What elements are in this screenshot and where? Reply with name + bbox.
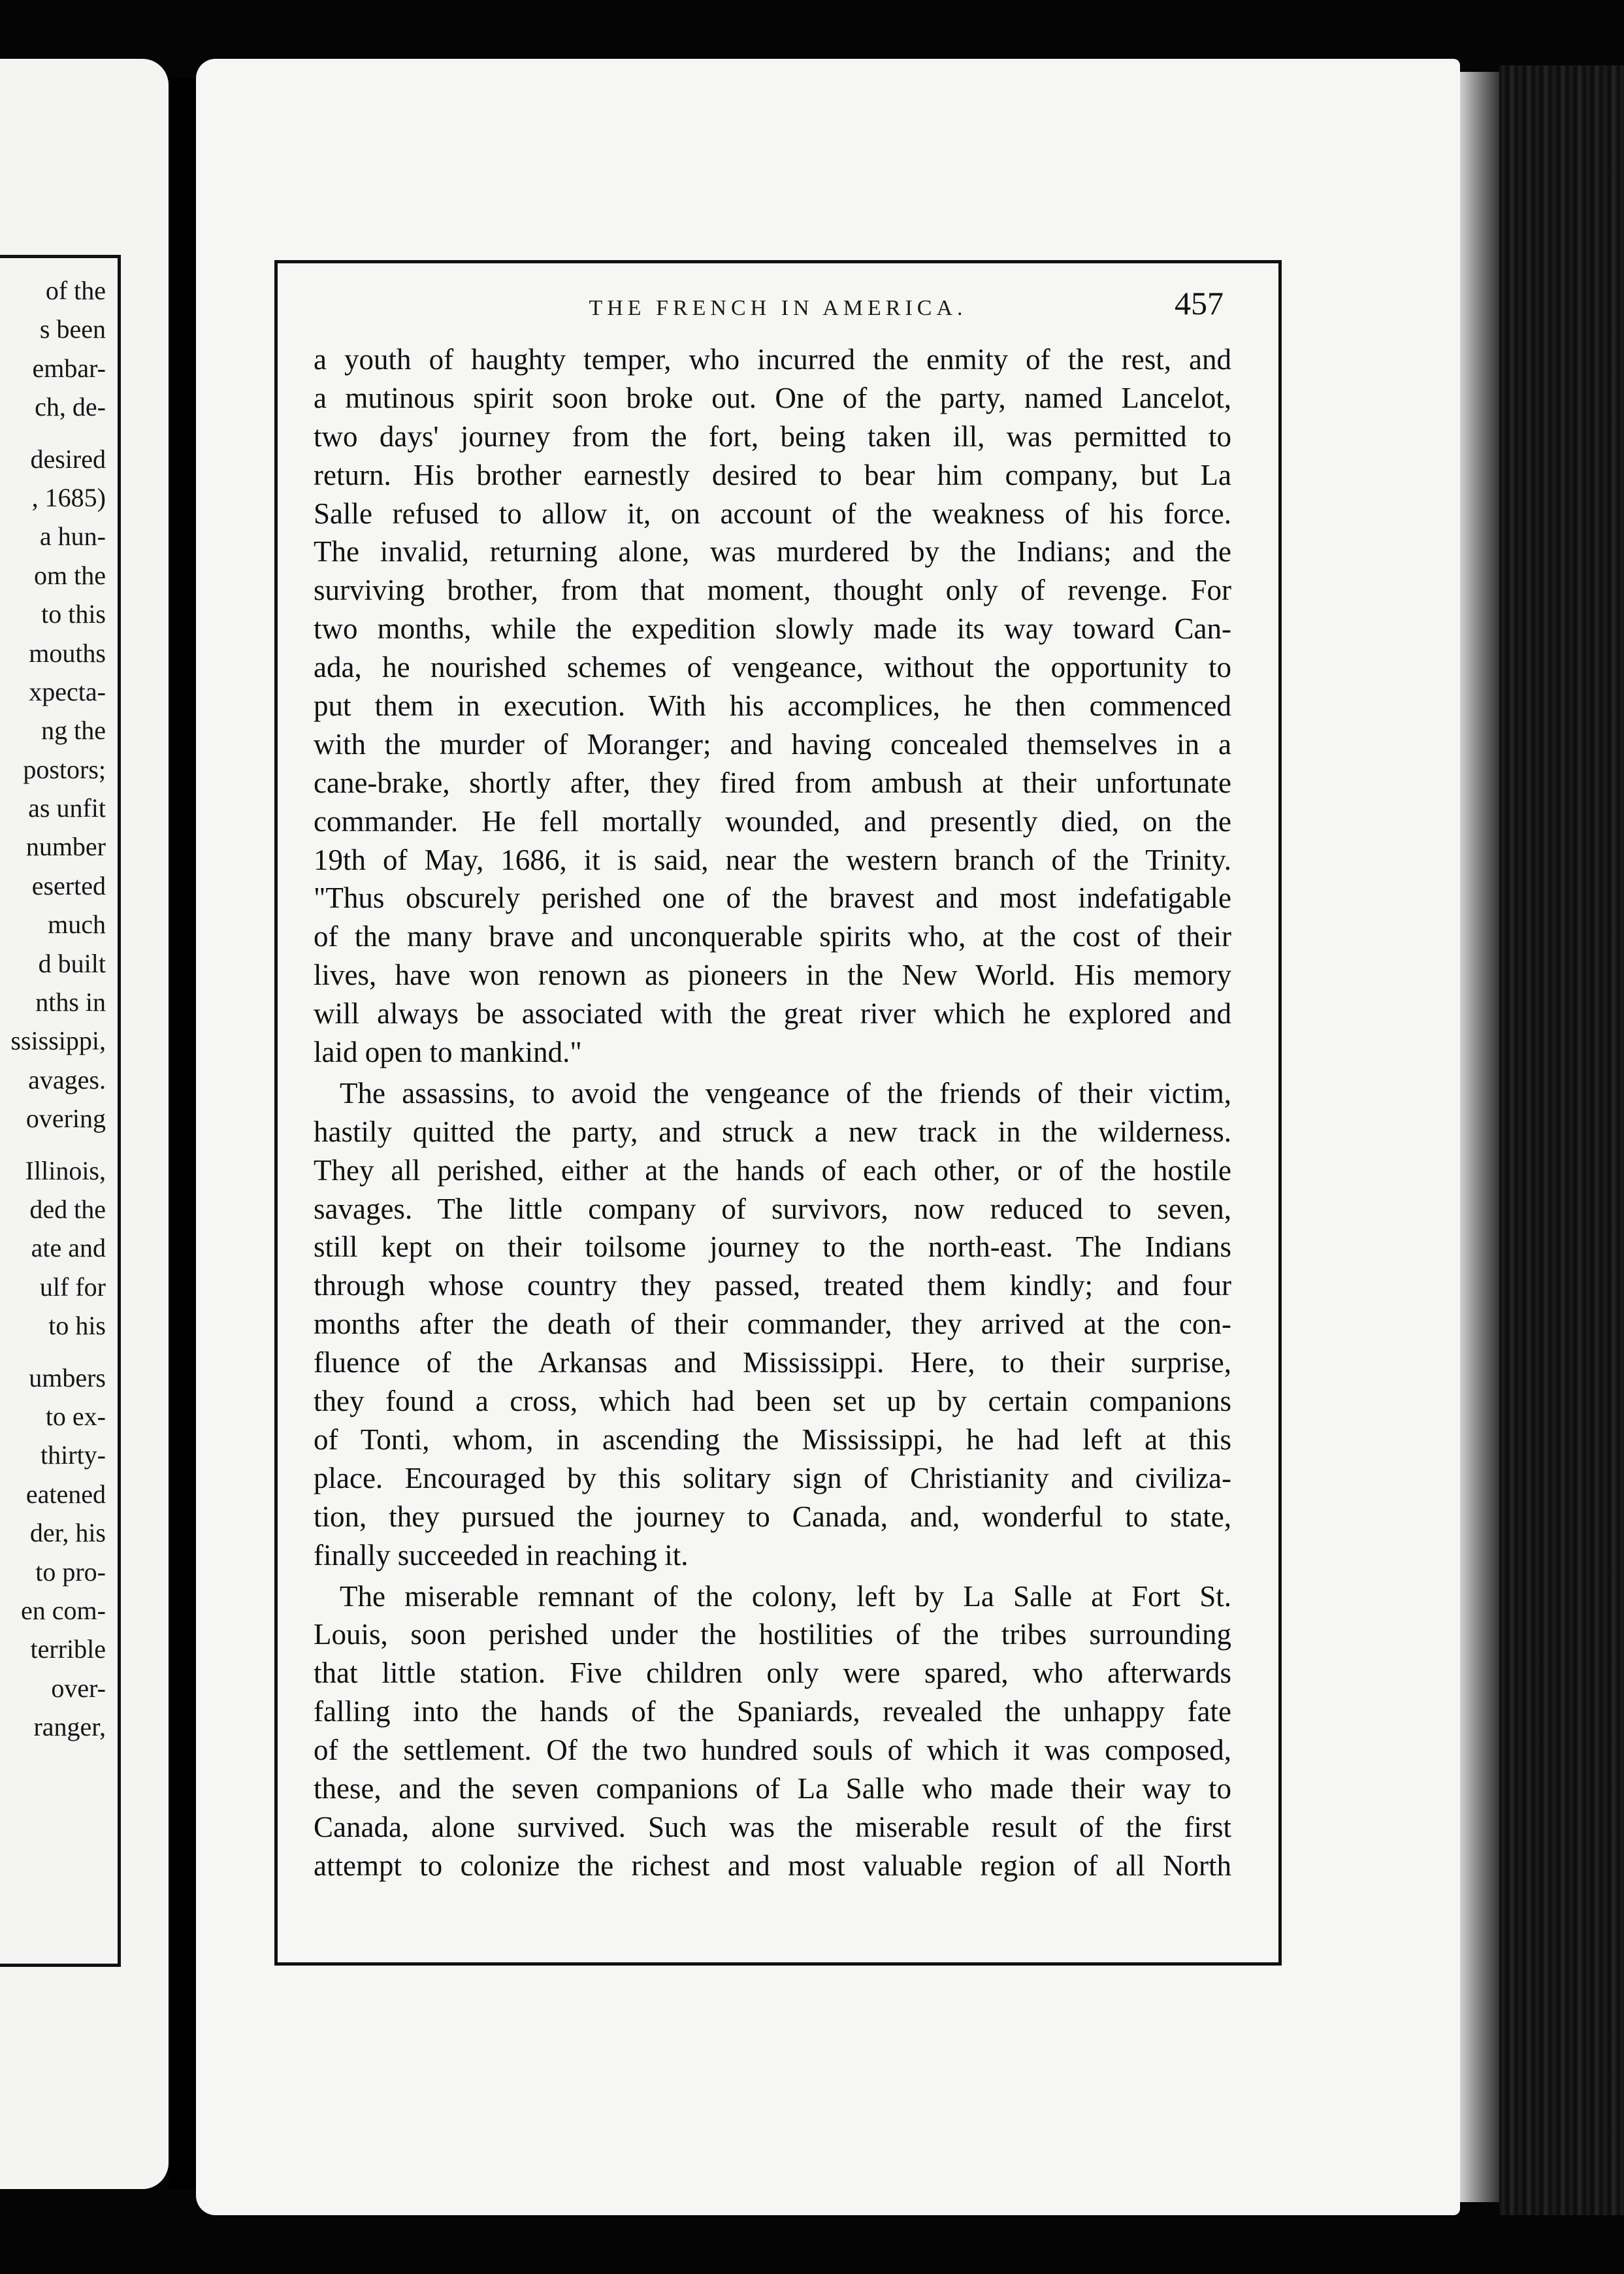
text-line: two days' journey from the fort, being taken ill, was permitted to (314, 420, 1231, 453)
facing-page-line: much (48, 910, 106, 940)
text-line: months after the death of their commander, they arrived at the con- (314, 1308, 1231, 1341)
text-line: laid open to mankind." (314, 1036, 582, 1069)
facing-page-frame (0, 255, 121, 1967)
facing-page-line: ate and (31, 1233, 106, 1263)
facing-page-line: over- (51, 1673, 106, 1703)
book-cover-edge (1499, 65, 1624, 2215)
text-line: Canada, alone survived. Such was the miserable result of the first (314, 1810, 1231, 1843)
text-line: they found a cross, which had been set up by certain companions (314, 1385, 1231, 1418)
facing-page-line: a hun- (39, 521, 106, 552)
facing-page-line: ded the (29, 1194, 106, 1224)
text-line: that little station. Five children only were spared, who afterwards (314, 1656, 1231, 1690)
facing-page-line: umbers (29, 1362, 106, 1392)
body-text (314, 340, 1231, 1885)
facing-page-line: postors; (23, 754, 106, 784)
text-line: will always be associated with the great river which he explored and (314, 997, 1231, 1030)
facing-page-line: to ex- (45, 1401, 106, 1431)
page-edge (1460, 72, 1499, 2202)
facing-page-line: nths in (35, 987, 106, 1017)
text-line: two months, while the expedition slowly made its way toward Can- (314, 612, 1231, 646)
facing-page-line: ng the (41, 716, 106, 746)
text-line: The miserable remnant of the colony, left by La Salle at Fort St. (340, 1579, 1231, 1613)
text-line: still kept on their toilsome journey to the north-east. The Indians (314, 1230, 1231, 1264)
text-line: a youth of haughty temper, who incurred the enmity of the rest, and (314, 343, 1231, 376)
facing-page-line: mouths (29, 638, 106, 668)
text-line: place. Encouraged by this solitary sign of Christianity and civiliza- (314, 1461, 1231, 1494)
facing-page-line: to his (48, 1311, 106, 1341)
facing-page-line: Illinois, (25, 1155, 106, 1185)
facing-page-line: embar- (32, 353, 106, 383)
facing-page-line: d built (38, 948, 106, 978)
facing-page-line: eatened (25, 1479, 106, 1509)
facing-page-text (0, 271, 110, 1746)
facing-page-line: s been (39, 314, 106, 344)
text-line: fluence of the Arkansas and Mississippi. Here, to their surprise, (314, 1346, 1231, 1379)
text-line: of Tonti, whom, in ascending the Mississippi, he had left at this (314, 1423, 1231, 1456)
text-line: Louis, soon perished under the hostilities of the tribes surrounding (314, 1618, 1231, 1651)
paragraph (314, 1577, 1231, 1885)
text-line: attempt to colonize the richest and most valuable region of all North (314, 1849, 1231, 1882)
text-line: through whose country they passed, treated them kindly; and four (314, 1269, 1231, 1302)
text-line: The invalid, returning alone, was murdered by the Indians; and the (314, 535, 1231, 568)
text-line: finally succeeded in reaching it. (314, 1538, 689, 1572)
facing-page-line: thirty- (41, 1440, 106, 1470)
running-head: THE FRENCH IN AMERICA. (589, 296, 967, 320)
text-line: a mutinous spirit soon broke out. One of the party, named Lancelot, (314, 381, 1231, 414)
text-line: 19th of May, 1686, it is said, near the western branch of the Trinity. (314, 843, 1231, 876)
facing-page-line: ulf for (39, 1272, 106, 1302)
facing-page-line: to pro- (35, 1557, 106, 1587)
facing-page-line: as unfit (28, 793, 106, 823)
text-line: falling into the hands of the Spaniards, revealed the unhappy fate (314, 1695, 1231, 1728)
facing-page-line: overing (25, 1104, 106, 1134)
text-line: commander. He fell mortally wounded, and presently died, on the (314, 804, 1231, 838)
text-line: hastily quitted the party, and struck a new track in the wilderness. (314, 1115, 1231, 1148)
facing-page-line: desired (30, 444, 106, 474)
text-line: Salle refused to allow it, on account of the weakness of his force. (314, 497, 1231, 530)
text-line: ada, he nourished schemes of vengeance, without the opportunity to (314, 651, 1231, 684)
facing-page-line: ssissippi, (10, 1026, 106, 1056)
facing-page-line: to this (41, 599, 106, 629)
facing-page-line: en com- (21, 1595, 106, 1625)
facing-page-line: ranger, (33, 1712, 106, 1742)
facing-page-line: xpecta- (29, 676, 106, 706)
text-line: return. His brother earnestly desired to bear him company, but La (314, 458, 1231, 491)
page-number: 457 (1175, 285, 1224, 321)
paragraph (314, 1074, 1231, 1575)
text-line: put them in execution. With his accomplices, he then commenced (314, 689, 1231, 723)
text-line: with the murder of Moranger; and having concealed themselves in a (314, 727, 1231, 761)
facing-page-line: ch, de- (35, 392, 106, 422)
paragraph (314, 340, 1231, 1072)
text-line: lives, have won renown as pioneers in the New World. His memory (314, 959, 1231, 992)
facing-page-line: of the (45, 276, 106, 305)
text-line: They all perished, either at the hands of each other, or of the hostile (314, 1153, 1231, 1187)
text-line: cane-brake, shortly after, they fired from ambush at their unfortunate (314, 766, 1231, 799)
text-line: of the settlement. Of the two hundred souls of which it was composed, (314, 1734, 1231, 1767)
facing-page-line: avages. (28, 1064, 106, 1095)
facing-page-line: , 1685) (31, 482, 106, 512)
text-line: "Thus obscurely perished one of the bravest and most indefatigable (314, 882, 1231, 915)
text-line: surviving brother, from that moment, thought only of revenge. For (314, 574, 1231, 607)
facing-page-line: terrible (30, 1634, 106, 1664)
facing-page (0, 59, 169, 2189)
text-line: The assassins, to avoid the vengeance of the friends of their victim, (340, 1076, 1231, 1110)
facing-page-line: om the (34, 560, 106, 590)
text-line: these, and the seven companions of La Salle who made their way to (314, 1771, 1231, 1805)
facing-page-line: eserted (31, 870, 106, 900)
text-frame (274, 260, 1282, 1966)
text-line: tion, they pursued the journey to Canada, and, wonderful to state, (314, 1500, 1231, 1533)
text-line: of the many brave and unconquerable spirits who, at the cost of their (314, 920, 1231, 953)
facing-page-line: number (25, 832, 106, 862)
facing-page-line: der, his (29, 1518, 106, 1548)
text-line: savages. The little company of survivors, now reduced to seven, (314, 1192, 1231, 1225)
